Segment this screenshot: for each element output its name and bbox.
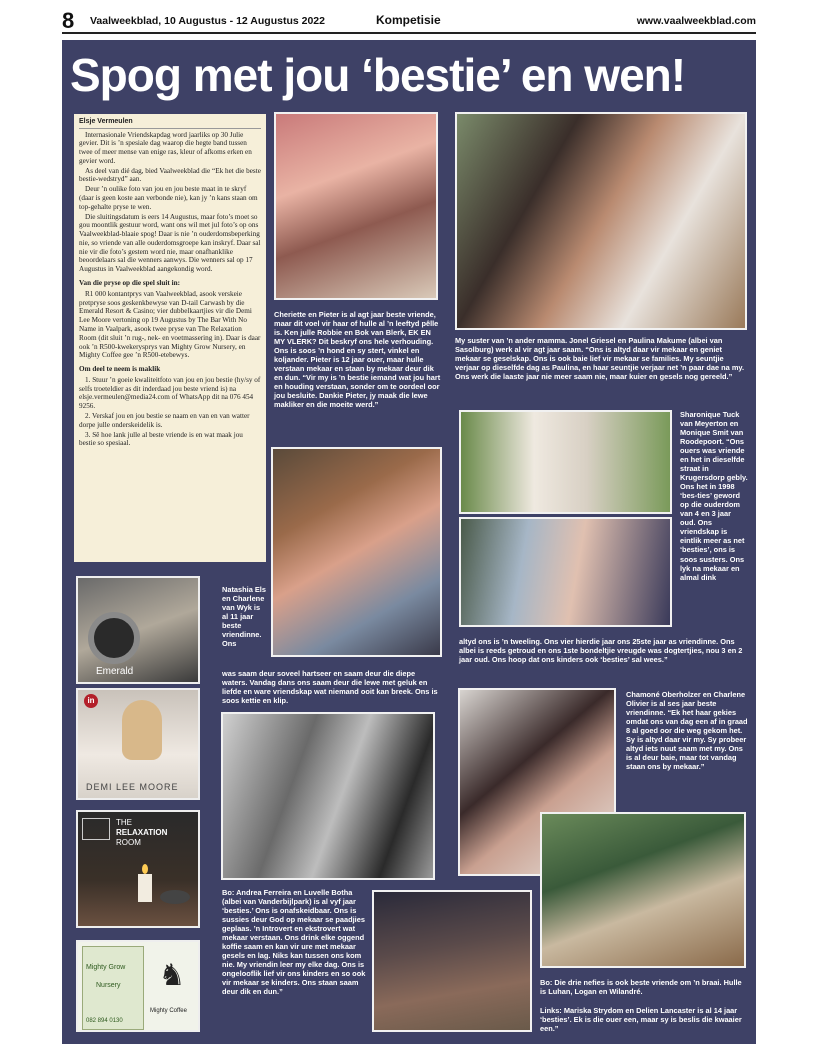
caption-sharonique-bottom: altyd ons is ’n tweeling. Ons vier hierdie jaar ons 25ste jaar as vriendinne. Ons albei is reeds getroud en ons 1ste bondeltjie vreugde was dogtertjies, nou 3 en 2 jaar oud. Ons hoop dat ons kinders ook ‘besties’ sal wees.” xyxy=(459,637,743,665)
intro-paragraph: Die sluitingsdatum is eers 14 Augustus, maar foto’s moet so gou moontlik gestuur word, want ons wil met jul foto’s op ons Vaalweekblad-blaaie spog! Daar is nie ’n ouderdomsbeperking nie, so vriende van alle ouderdomsgroepe kan inskryf. Daar sal nie vir die foto’s gestem word nie, maar onafhanklike beoordelaars sal die wenners aanwys. Die wenners sal op 17 Augustus in Vaalweekblad aangekondig word. xyxy=(79,212,261,274)
intro-subheading: Om deel te neem is maklik xyxy=(79,365,161,374)
caption-natashia-bottom: was saam deur soveel hartseer en saam deur die diepe waters. Vandag dans ons saam deur die lewe met geluk en liefde en ware vriendskap wat niemand ooit kan breek. Ons is soos kettie en klip. xyxy=(222,669,438,706)
ad-mighty-coffee: Mighty Coffee xyxy=(150,1008,187,1014)
photo-andrea-luvelle xyxy=(221,712,435,880)
section-name: Kompetisie xyxy=(376,13,441,27)
caption-sharonique-side: Sharonique Tuck van Meyerton en Monique Smit van Roodepoort. “Ons ouers was vriende en het in dieselfde straat in Krugersdorp gebly. Ons het in 1998 ‘bes-ties’ geword op die ouderdom van 4 en 3 jaar oud. Ons vriendskap is eintlik meer as net ‘besties’, ons is soos susters. Ons lyk na mekaar en almal dink xyxy=(680,410,748,582)
caption-mariska: Links: Mariska Strydom en Delien Lancaster is al 14 jaar ‘besties’. Ek is die ouer een, maar sy is beslis die kwaaier een.” xyxy=(540,1006,742,1034)
ad-relax-line2: RELAXATION xyxy=(116,828,168,837)
deer-icon: ♞ xyxy=(158,959,186,992)
photo-sharonique-now xyxy=(459,517,672,627)
caption-chamone: Chamoné Oberholzer en Charlene Olivier is al ses jaar beste vriendinne. “Ek het haar gekies omdat ons van dag een af in graad 8 al goed oor die weg gekom het. Sy is altyd daar vir my. Sy probeer altyd iets nuut saam met my. Ons is al deur baie, maar tot vandag staan ons by mekaar.” xyxy=(626,690,748,772)
relax-logo-icon xyxy=(82,818,110,840)
intro-box xyxy=(74,114,266,562)
flame-icon xyxy=(142,864,148,874)
ad-demi-lee-moore[interactable] xyxy=(76,688,200,800)
ad-mighty-nursery: Nursery xyxy=(96,982,121,989)
issue-date: Vaalweekblad, 10 Augustus - 12 Augustus 2022 xyxy=(90,15,325,27)
page-header xyxy=(62,8,756,34)
caption-jonel: My suster van ’n ander mamma. Jonel Griesel en Paulina Makume (albei van Sasolburg) werk al vir agt jaar saam. “Ons is altyd daar vir mekaar en geniet mekaar se geselskap. Ons is ook baie lief vir mekaar se families. My seuntjie verjaar op dieselfde dag as Paulina, en haar seuntjie verjaar net ’n paar dae na my. Ons werk die laaste jaar nie meer saam nie, maar kuier en gesels nog gereeld.” xyxy=(455,336,745,382)
intro-paragraph: Internasionale Vriendskapdag word jaarliks op 30 Julie gevier. Dit is ’n spesiale dag waarop die hegte band tussen twee of meer mense van enige ras, kleur of afkoms erken en gevier word. xyxy=(79,130,252,165)
photo-jonel-paulina xyxy=(455,112,747,330)
caption-nefies: Bo: Die drie nefies is ook beste vriende om ’n braai. Hulle is Luhan, Logan en Wilandré. xyxy=(540,978,742,997)
intro-paragraph: 3. Sê hoe lank julle al beste vriende is en wat maak jou bestie so spesiaal. xyxy=(79,430,243,448)
ad-relax-line1: THE xyxy=(116,818,132,827)
wheel-icon xyxy=(88,612,140,664)
ad-demi-label: DEMI LEE MOORE xyxy=(86,782,179,792)
byline: Elsje Vermeulen xyxy=(79,118,261,129)
photo-sharonique-childhood xyxy=(459,410,672,514)
candle-icon xyxy=(138,874,152,902)
intro-paragraph: 2. Verskaf jou en jou bestie se naam en van en van watter dorpe julle onderskeidelik is. xyxy=(79,411,250,429)
intro-subheading: Van die pryse op die spel sluit in: xyxy=(79,279,180,288)
page-number: 8 xyxy=(62,8,75,33)
ad-relaxation-room[interactable] xyxy=(76,810,200,928)
ad-mighty-phone: 082 894 0130 xyxy=(86,1018,123,1024)
photo-fishing xyxy=(372,890,532,1032)
caption-andrea: Bo: Andrea Ferreira en Luvelle Botha (albei van Vanderbijlpark) is al vyf jaar ‘besties.’ Ons is onafskeidbaar. Ons is sussies deur God op mekaar se paadjies geplaas. ’n Introvert en ekstrovert wat mekaar verstaan. Ons drink elke oggend koffie saam en kan vir ure met mekaar gesels en lag. Niks kan tussen ons kom nie. My vriendin leer my elke dag. Ons is ongelooflik lief vir ons kinders en so ook vir mekaar se kinders. Ons staan saam deur dik en dun.” xyxy=(222,888,366,997)
intro-paragraph: Deur ’n oulike foto van jou en jou beste maat in te skryf (daar is geen koste aan verbonde nie), kan jy ’n kans staan om top-gehalte pryse te wen. xyxy=(79,185,258,211)
ad-emerald-label: Emerald xyxy=(96,666,134,677)
caption-cheriette: Cheriette en Pieter is al agt jaar beste vriende, maar dit voel vir haar of hulle al ’n leeftyd pêlle is. Ken julle Robbie en Bok van Blerk, EK EN MY VLERK? Dit beskryf ons hele verhouding. Ons is soos ’n hond en sy stert, vinkel en koljander. Pieter is 12 jaar ouer, maar hulle verstaan mekaar en staan by mekaar deur dik en dun. “Vir my is ’n bestie iemand wat jou hart en houding verstaan, sonder om te oordeel oor jou besluite. Dankie Pieter, jy maak die lewe makliker en die moeite werd.” xyxy=(274,310,441,410)
ad-emerald-carwash[interactable] xyxy=(76,576,200,684)
portrait-icon xyxy=(122,700,162,760)
ad-mighty-name: Mighty Grow xyxy=(86,964,126,971)
ad-mighty-grow[interactable] xyxy=(76,940,200,1032)
intro-paragraph: As deel van dié dag, bied Vaalweekblad die “Ek het die beste bestie-wedstryd” aan. xyxy=(79,166,261,184)
intro-paragraph: 1. Stuur ’n goeie kwaliteitfoto van jou en jou bestie (hy/sy of selfs troeteldier as dit inderdaad jou beste vriend is) na elsje.vermeulen@media24.com of WhatsApp dit na 076 454 9256. xyxy=(79,375,261,411)
ad-relax-line3: ROOM xyxy=(116,838,141,847)
photo-natashia-charlene xyxy=(271,447,442,657)
stone-icon xyxy=(160,890,190,904)
photo-nefies xyxy=(540,812,746,968)
headline: Spog met jou ‘bestie’ en wen! xyxy=(70,49,686,101)
photo-cheriette-pieter xyxy=(274,112,438,300)
in-logo-icon: in xyxy=(84,694,98,708)
intro-paragraph: R1 000 kontantprys van Vaalweekblad, asook verskeie pretpryse soos geskenkbewyse van D-tail Carwash by die Emerald Resort & Casino; vier dubbelkaartjies vir die Demi Lee Moore vertoning op 19 Augustus by The Bar With No Name in Vaalpark, asook twee pryse van The Relaxation Room (dit sluit ’n rug-, nek- en voetmassering in). Daar is daar ook ’n R500-kwekerysprys van Mighty Grow Nursery, en Mighty Coffee gee ’n R500-etebewys. xyxy=(79,289,261,360)
website-link[interactable]: www.vaalweekblad.com xyxy=(636,15,756,27)
caption-natashia-side: Natashia Els en Charlene van Wyk is al 11 jaar beste vriendinne. Ons xyxy=(222,585,266,649)
